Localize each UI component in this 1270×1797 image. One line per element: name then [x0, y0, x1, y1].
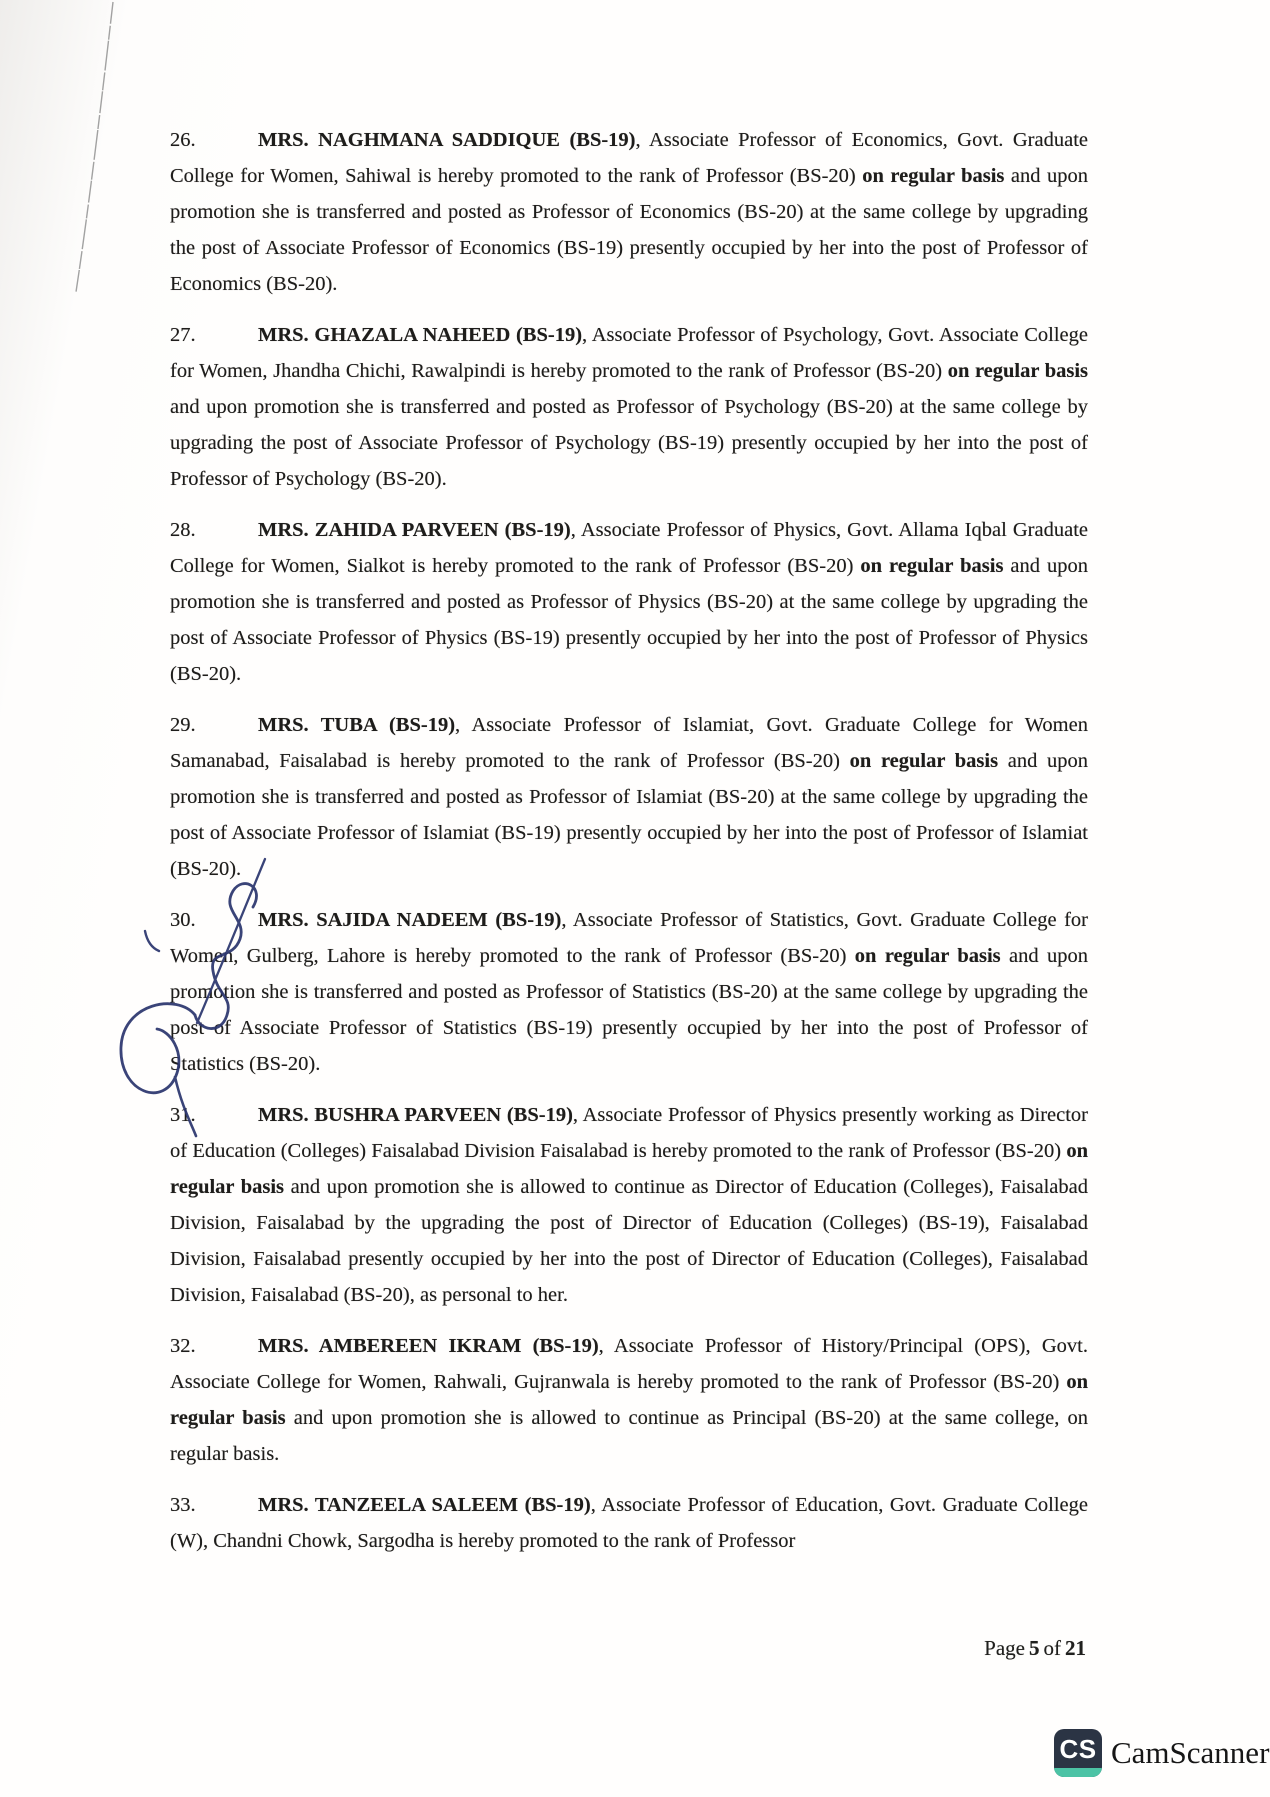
- camscanner-logo-initials: CS: [1059, 1734, 1097, 1764]
- emphasis-text: MRS. NAGHMANA SADDIQUE (BS-19): [258, 129, 636, 151]
- body-text: , Associate Professor of Psychology, Govt. Associate College for Women, Jhandha Chichi, Rawalpindi is hereby promoted to the rank of Professor (BS-20): [170, 324, 1089, 382]
- emphasis-text: MRS. SAJIDA NADEEM (BS-19): [258, 909, 562, 931]
- emphasis-text: on regular basis: [849, 750, 999, 772]
- emphasis-text: on regular basis: [862, 165, 1005, 187]
- promotion-paragraph: [170, 122, 1088, 302]
- body-text: and upon promotion she is transferred and posted as Professor of Statistics (BS-20) at the same college by upgrading the post of Associate Professor of Statistics (BS-19) presently occupied by her into the post of Professor of Statistics (BS-20).: [170, 945, 1088, 1075]
- body-text: and upon promotion she is transferred and posted as Professor of Islamiat (BS-20) at the same college by upgrading the post of Associate Professor of Islamiat (BS-19) presently occupied by her into the post of Professor of Islamiat (BS-20).: [170, 750, 1089, 880]
- emphasis-text: MRS. BUSHRA PARVEEN (BS-19): [258, 1104, 573, 1126]
- camscanner-brand-text: CamScanner: [1111, 1735, 1270, 1770]
- body-text: , Associate Professor of Islamiat, Govt. Graduate College for Women Samanabad, Faisalabad is hereby promoted to the rank of Professor (BS-20): [170, 714, 1088, 772]
- emphasis-text: on regular basis: [170, 1140, 1088, 1198]
- camscanner-watermark: [1054, 1729, 1269, 1777]
- emphasis-text: MRS. AMBEREEN IKRAM (BS-19): [258, 1335, 599, 1357]
- promotion-paragraph: [170, 1328, 1088, 1472]
- paragraph-number: 30.: [170, 909, 196, 931]
- paragraph-number: 31.: [170, 1104, 196, 1126]
- paragraph-number: 33.: [170, 1494, 196, 1516]
- promotion-paragraph: [170, 902, 1088, 1082]
- body-text: , Associate Professor of Physics, Govt. Allama Iqbal Graduate College for Women, Sialkot is hereby promoted to the rank of Professor (BS-20): [170, 519, 1088, 577]
- emphasis-text: on regular basis: [170, 1371, 1088, 1429]
- body-text: and upon promotion she is allowed to continue as Principal (BS-20) at the same college, on regular basis.: [170, 1407, 1088, 1465]
- document-body: [170, 122, 1088, 1574]
- paragraph-number: 29.: [170, 714, 196, 736]
- camscanner-logo-icon: [1054, 1729, 1102, 1777]
- body-text: , Associate Professor of Education, Govt. Graduate College (W), Chandni Chowk, Sargodha is hereby promoted to the rank of Professor: [170, 1494, 1088, 1552]
- emphasis-text: on regular basis: [860, 555, 1004, 577]
- promotion-paragraph: [170, 512, 1088, 692]
- footer-word-of: of: [1043, 1636, 1061, 1660]
- promotion-paragraph: [170, 707, 1088, 887]
- body-text: and upon promotion she is transferred and posted as Professor of Economics (BS-20) at the same college by upgrading the post of Associate Professor of Economics (BS-19) presently occupied by her into the post of Professor of Economics (BS-20).: [170, 165, 1088, 295]
- body-text: and upon promotion she is allowed to continue as Director of Education (Colleges), Faisalabad Division, Faisalabad by the upgrading the post of Director of Education (Colleges) (BS-19), Faisalabad Division, Faisalabad presently occupied by her into the post of Director of Education (Colleges), Faisalabad Division, Faisalabad (BS-20), as personal to her.: [170, 1176, 1088, 1306]
- body-text: , Associate Professor of Statistics, Govt. Graduate College for Women, Gulberg, Lahore is hereby promoted to the rank of Professor (BS-20): [170, 909, 1088, 967]
- body-text: and upon promotion she is transferred and posted as Professor of Physics (BS-20) at the same college by upgrading the post of Associate Professor of Physics (BS-19) presently occupied by her into the post of Professor of Physics (BS-20).: [170, 555, 1088, 685]
- body-text: , Associate Professor of History/Principal (OPS), Govt. Associate College for Women, Rahwali, Gujranwala is hereby promoted to the rank of Professor (BS-20): [170, 1335, 1088, 1393]
- emphasis-text: MRS. ZAHIDA PARVEEN (BS-19): [258, 519, 571, 541]
- emphasis-text: MRS. TUBA (BS-19): [258, 714, 456, 736]
- paragraph-number: 26.: [170, 129, 196, 151]
- body-text: , Associate Professor of Economics, Govt. Graduate College for Women, Sahiwal is hereby promoted to the rank of Professor (BS-20): [170, 129, 1088, 187]
- promotion-paragraph: [170, 317, 1088, 497]
- promotion-paragraph: [170, 1097, 1088, 1313]
- body-text: and upon promotion she is transferred and posted as Professor of Psychology (BS-20) at the same college by upgrading the post of Associate Professor of Psychology (BS-19) presently occupied by her into the post of Professor of Psychology (BS-20).: [170, 396, 1088, 490]
- paragraph-number: 32.: [170, 1335, 196, 1357]
- camscanner-logo-accent-strip: [1054, 1768, 1102, 1777]
- paragraph-number: 27.: [170, 324, 196, 346]
- footer-total-pages: 21: [1065, 1636, 1086, 1660]
- footer-page-number: 5: [1029, 1636, 1040, 1660]
- promotion-paragraph: [170, 1487, 1088, 1559]
- page-footer: [170, 1636, 1088, 1661]
- paragraph-number: 28.: [170, 519, 196, 541]
- emphasis-text: MRS. GHAZALA NAHEED (BS-19): [258, 324, 583, 346]
- emphasis-text: MRS. TANZEELA SALEEM (BS-19): [258, 1494, 591, 1516]
- footer-word-page: Page: [984, 1636, 1025, 1660]
- emphasis-text: on regular basis: [947, 360, 1088, 382]
- body-text: , Associate Professor of Physics presently working as Director of Education (Colleges) Faisalabad Division Faisalabad is hereby promoted to the rank of Professor (BS-20): [170, 1104, 1088, 1162]
- emphasis-text: on regular basis: [854, 945, 1001, 967]
